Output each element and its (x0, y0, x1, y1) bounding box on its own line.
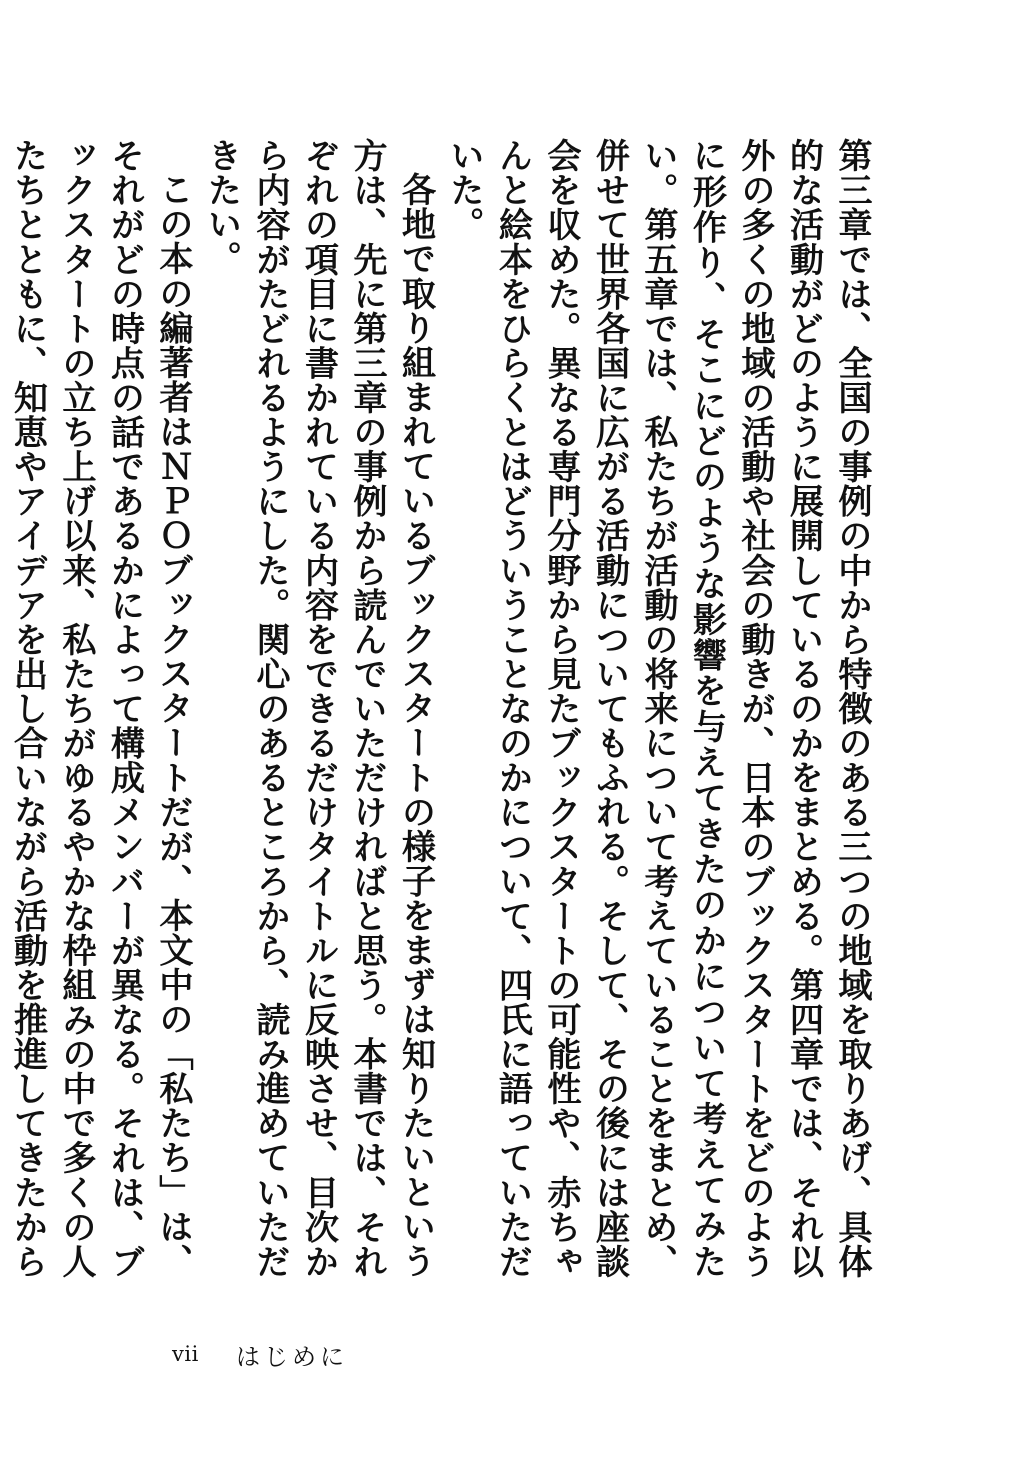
body-text (0, 138, 876, 1278)
paragraph-3: この本の編著者はＮＰＯブックスタートだが、本文中の「私たち」は、それがどの時点の話であるかによって構成メンバーが異なる。それは、ブックスタートの立ち上げ以来、私たちがゆるやかな枠組みの中で多くの人たちとともに、知恵やアイデアを出し合いながら活動を推進してきたから (7, 138, 193, 1278)
page-footer (172, 1336, 348, 1372)
running-head: はじめに (236, 1342, 348, 1371)
paragraph-2: 各地で取り組まれているブックスタートの様子をまずは知りたいという方は、先に第三章の事例から読んでいただければと思う。本書では、それぞれの項目に書かれている内容をできるだけタイトルに反映させ、目次から内容がたどれるようにした。関心のあるところから、読み進めていただきたい。 (201, 138, 436, 1278)
page-number: vii (172, 1342, 199, 1366)
paragraph-1: 第三章では、全国の事例の中から特徴のある三つの地域を取りあげ、具体的な活動がどのように展開しているのかをまとめる。第四章では、それ以外の多くの地域の活動や社会の動きが、日本のブックスタートをどのように形作り、そこにどのような影響を与えてきたのかについて考えてみたい。第五章では、私たちが活動の将来について考えていることをまとめ、併せて世界各国に広がる活動についてもふれる。そして、その後には座談会を収めた。異なる専門分野から見たブックスタートの可能性や、赤ちゃんと絵本をひらくとはどういうことなのかについて、四氏に語っていただいた。 (444, 138, 872, 1278)
